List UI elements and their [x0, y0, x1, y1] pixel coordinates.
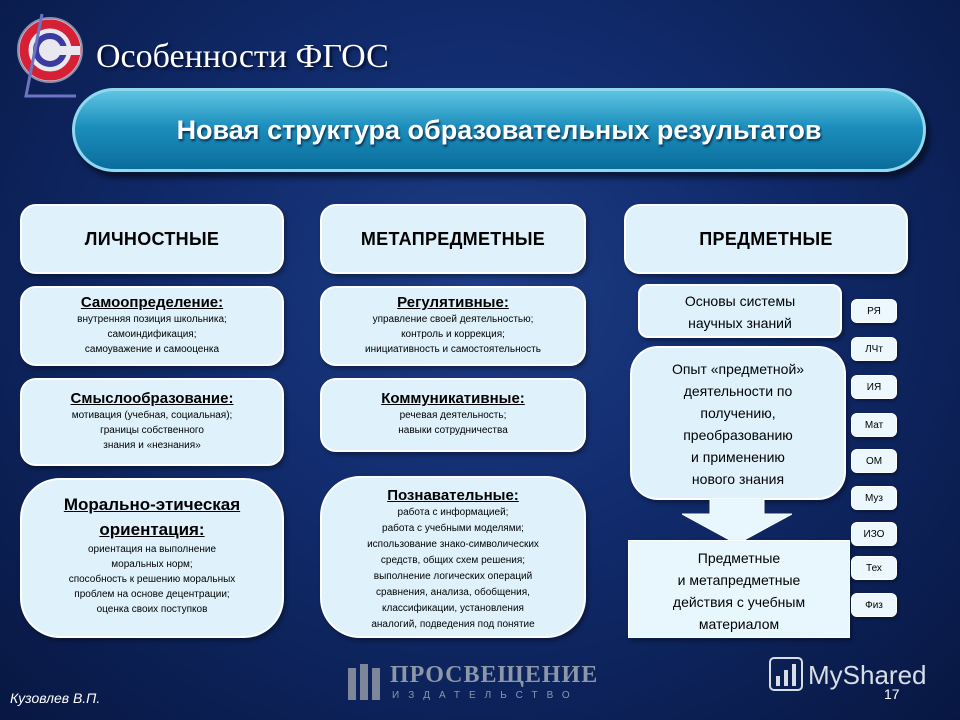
block-title: Смыслообразование:: [70, 390, 234, 407]
block-title: Познавательные:: [387, 487, 519, 504]
subject-tag: Тех: [851, 556, 897, 580]
block-title-line: ориентация:: [99, 520, 205, 539]
block-poznavatelnye: [320, 476, 586, 638]
block-line: преобразованию: [683, 427, 793, 443]
block-line: нового знания: [691, 471, 785, 487]
block-line: и метапредметные: [677, 572, 801, 588]
block-line: аналогий, подведения под понятие: [371, 619, 535, 630]
subject-tag: Мат: [851, 413, 897, 437]
block-title: Самоопределение:: [80, 294, 224, 311]
block-line: материалом: [698, 616, 780, 632]
author-label: Кузовлев В.П.: [10, 690, 101, 706]
block-title-line: Морально-этическая: [63, 495, 241, 514]
block-line: деятельности по: [683, 383, 793, 399]
block-moralno-eticheskaya: [20, 478, 284, 638]
block-line: навыки сотрудничества: [398, 425, 508, 436]
subject-tag: Муз: [851, 486, 897, 510]
block-line: самоуважение и самооценка: [84, 344, 220, 355]
block-samoopredelenie: [20, 286, 284, 366]
block-title: Коммуникативные:: [381, 390, 525, 407]
block-line: Опыт «предметной»: [671, 361, 805, 377]
title-banner: [72, 88, 926, 172]
header-predmetnye-label: ПРЕДМЕТНЫЕ: [699, 228, 833, 249]
subject-tag: ОМ: [851, 449, 897, 473]
header-metapredmetnye: [320, 204, 586, 274]
block-line: научных знаний: [688, 315, 792, 331]
block-osnovy-sistemy: [638, 284, 842, 338]
block-line: оценка своих поступков: [96, 604, 208, 615]
block-line: средств, общих схем решения;: [380, 555, 526, 566]
block-line: управление своей деятельностью;: [372, 314, 534, 325]
block-line: и применению: [691, 449, 785, 465]
page-number: 17: [884, 686, 900, 702]
publisher-name: ПРОСВЕЩЕНИЕ: [390, 662, 599, 688]
block-line: речевая деятельность;: [399, 410, 507, 421]
block-line: Основы системы: [684, 293, 796, 309]
block-smysloobrazovanie: [20, 378, 284, 466]
block-line: ориентация на выполнение: [87, 544, 217, 555]
fgos-logo-icon: [12, 10, 88, 102]
block-line: классификации, установления: [382, 603, 524, 614]
block-line: Предметные: [697, 550, 781, 566]
block-line: способность к решению моральных: [68, 574, 236, 585]
block-line: внутренняя позиция школьника;: [77, 314, 227, 325]
block-line: работа с учебными моделями;: [382, 523, 524, 534]
block-line: получению,: [700, 405, 776, 421]
block-line: выполнение логических операций: [373, 571, 533, 582]
slide-title: Особенности ФГОС: [96, 38, 389, 75]
block-regulyativnye: [320, 286, 586, 366]
publisher-subtitle: ИЗДАТЕЛЬСТВО: [392, 690, 579, 701]
block-line: работа с информацией;: [397, 507, 509, 518]
watermark: MyShared: [808, 660, 927, 690]
chart-icon: [768, 656, 804, 692]
subject-tag: РЯ: [851, 299, 897, 323]
subject-tag: ИЯ: [851, 375, 897, 399]
block-line: мотивация (учебная, социальная);: [71, 410, 233, 421]
subject-tag: Физ: [851, 593, 897, 617]
block-line: проблем на основе децентрации;: [74, 589, 230, 600]
subject-tag: ЛЧт: [851, 337, 897, 361]
block-line: действия с учебным: [672, 594, 806, 610]
block-line: границы собственного: [100, 425, 204, 436]
subject-tag: ИЗО: [851, 522, 897, 546]
header-lichnostnye: [20, 204, 284, 274]
header-metapredmetnye-label: МЕТАПРЕДМЕТНЫЕ: [360, 228, 546, 249]
block-line: знания и «незнания»: [103, 440, 201, 451]
block-opyt-deyatelnosti: [630, 346, 846, 500]
block-line: инициативность и самостоятельность: [365, 344, 541, 355]
header-lichnostnye-label: ЛИЧНОСТНЫЕ: [84, 228, 220, 249]
down-arrow-icon: [682, 498, 792, 544]
block-line: контроль и коррекция;: [401, 329, 505, 340]
block-title: Регулятивные:: [397, 294, 509, 311]
block-line: моральных норм;: [111, 559, 193, 570]
block-line: сравнения, анализа, обобщения,: [376, 587, 530, 598]
block-line: самоиндификация;: [107, 329, 197, 340]
block-line: использование знако-символических: [367, 539, 539, 550]
header-predmetnye: [624, 204, 908, 274]
publisher-logo-icon: [346, 662, 382, 702]
block-kommunikativnye: [320, 378, 586, 452]
banner-text: Новая структура образовательных результатов: [176, 114, 822, 145]
block-predmetnye-dejstviya: [628, 540, 850, 638]
